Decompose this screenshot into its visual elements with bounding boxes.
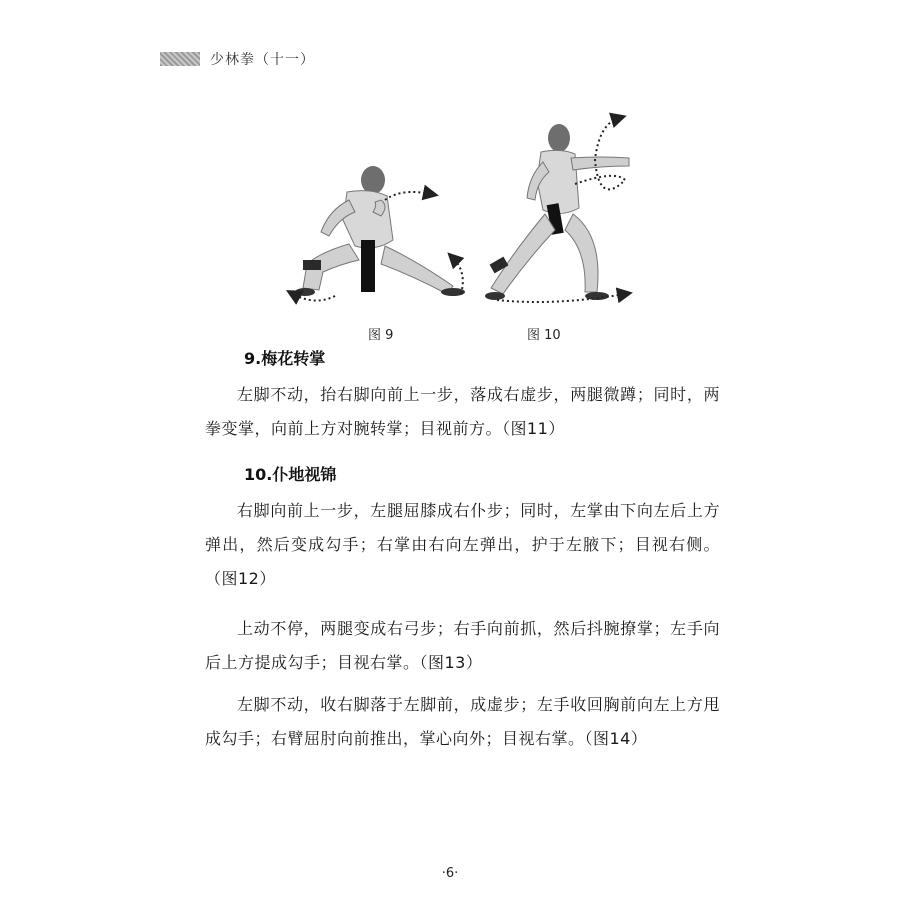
section-title-10: 10.仆地视锦 bbox=[244, 465, 337, 484]
figure-9-photo bbox=[285, 160, 475, 310]
figure-10-photo bbox=[475, 110, 675, 310]
section-10-paragraph-3: 左脚不动，收右脚落于左脚前，成虚步；左手收回胸前向左上方甩成勾手；右臂屈肘向前推出，掌心向外；目视右掌。（图14） bbox=[205, 695, 720, 748]
figure-9-caption: 图 9 bbox=[368, 328, 394, 343]
header-title: 少林拳（十一） bbox=[210, 52, 315, 68]
section-10-paragraph-2: 上动不停，两腿变成右弓步；右手向前抓，然后抖腕撩掌；左手向后上方提成勾手；目视右掌。（图13） bbox=[205, 619, 720, 672]
running-header bbox=[160, 48, 315, 70]
section-title-9: 9.梅花转掌 bbox=[244, 349, 326, 368]
martial-arts-stance-figure-icon bbox=[285, 160, 475, 310]
page-number: ·6· bbox=[441, 866, 459, 881]
section-9-paragraph-1: 左脚不动，抬右脚向前上一步，落成右虚步，两腿微蹲；同时，两拳变掌，向前上方对腕转掌；目视前方。（图11） bbox=[205, 385, 720, 438]
section-10-paragraph-1: 右脚向前上一步，左腿屈膝成右仆步；同时，左掌由下向左后上方弹出，然后变成勾手；右掌由右向左弹出，护于左腋下；目视右侧。（图12） bbox=[205, 501, 720, 588]
figure-10-caption: 图 10 bbox=[527, 328, 561, 343]
header-decorative-bar bbox=[160, 52, 200, 66]
martial-arts-bow-stance-figure-icon bbox=[475, 110, 675, 310]
